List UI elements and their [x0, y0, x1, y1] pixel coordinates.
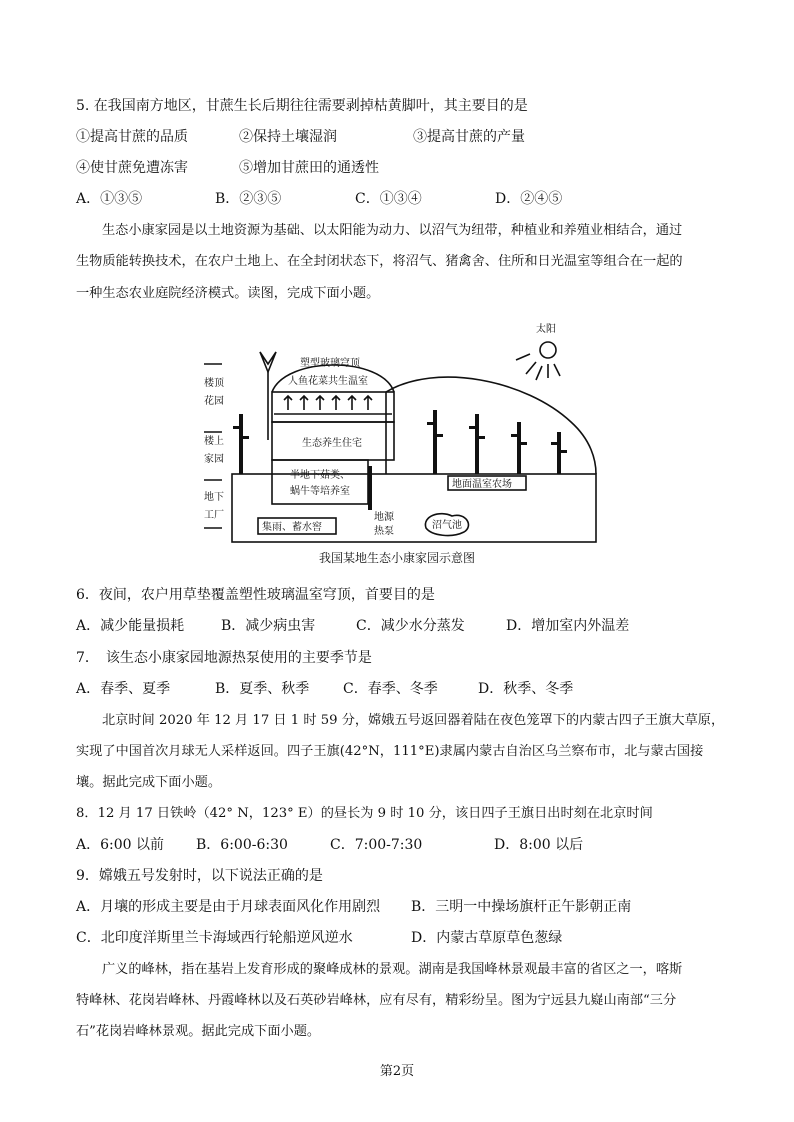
q5-item-2: ②保持土壤湿润: [239, 129, 337, 145]
q6-stem: 6．夜间，农户用草垫覆盖塑性玻璃温室穹顶，首要目的是: [76, 587, 435, 603]
intro3-line-1: 广义的峰林，指在基岩上发育形成的聚峰成林的景观。湖南是我国峰林景观最丰富的省区之一，喀斯: [102, 962, 683, 977]
q5-item-1: ①提高甘蔗的品质: [76, 129, 188, 145]
intro1-line-2: 生物质能转换技术，在农户土地上、在全封闭状态下，将沼气、猪禽舍、住所和日光温室等组合在一起的: [76, 254, 683, 269]
q7-option-c: C．春季、冬季: [343, 681, 438, 697]
q6-option-d: D．增加室内外温差: [506, 618, 630, 634]
q9-option-a: A．月壤的形成主要是由于月球表面风化作用剧烈: [76, 899, 381, 915]
label-dome: 塑型玻璃穹顶: [300, 358, 360, 369]
q8-option-d: D．8:00 以后: [494, 837, 584, 853]
label-roof-garden-2: 花园: [204, 396, 224, 407]
intro2-line-2: 实现了中国首次月球无人采样返回。四子王旗(42°N，111°E)隶属内蒙古自治区乌兰察布市，北与蒙古国接: [76, 744, 704, 759]
label-heat-pump-1: 地源: [374, 512, 394, 523]
q5-option-a: A．①③⑤: [76, 191, 143, 207]
q5-item-4: ④使甘蔗免遭冻害: [76, 160, 188, 176]
q8-option-a: A．6:00 以前: [76, 837, 164, 853]
q9-option-c: C．北印度洋斯里兰卡海域西行轮船逆风逆水: [76, 930, 353, 946]
label-yard-2: 家园: [204, 454, 224, 465]
q9-option-b: B．三明一中操场旗杆正午影朝正南: [411, 899, 632, 915]
q9-option-d: D．内蒙古草原草色葱绿: [411, 930, 563, 946]
label-underground-2: 工厂: [204, 510, 224, 521]
intro2-line-3: 壤。据此完成下面小题。: [76, 775, 222, 790]
label-ug-farm: 地面温室农场: [452, 479, 512, 490]
intro2-line-1: 北京时间 2020 年 12 月 17 日 1 时 59 分，嫦娥五号返回器着陆在夜色笼罩下的内蒙古四子王旗大草原，: [102, 713, 725, 728]
label-biogas: 沼气池: [432, 520, 462, 531]
q7-option-d: D．秋季、冬季: [478, 681, 574, 697]
intro3-line-3: 石”花岗岩峰林景观。据此完成下面小题。: [76, 1024, 321, 1039]
label-semi-basement-1: 半地下菇类、: [290, 470, 350, 481]
q6-option-c: C．减少水分蒸发: [356, 618, 465, 634]
q5-item-5: ⑤增加甘蔗田的通透性: [239, 160, 379, 176]
intro1-line-3: 一种生态农业庭院经济模式。读图，完成下面小题。: [76, 286, 380, 301]
eco-home-diagram: [196, 322, 598, 570]
intro3-line-2: 特峰林、花岗岩峰林、丹霞峰林以及石英砂岩峰林，应有尽有，精彩纷呈。图为宁远县九嶷山南部“三分: [76, 993, 677, 1008]
label-residence: 生态养生住宅: [302, 438, 362, 449]
q5-stem: 5. 在我国南方地区，甘蔗生长后期往往需要剥掉枯黄脚叶，其主要目的是: [76, 98, 528, 114]
figure-caption: 我国某地生态小康家园示意图: [318, 551, 476, 565]
q7-stem: 7． 该生态小康家园地源热泵使用的主要季节是: [76, 650, 372, 666]
q6-option-a: A．减少能量损耗: [76, 618, 185, 634]
label-roof-garden-1: 楼顶: [204, 378, 224, 389]
label-yard-1: 楼上: [204, 436, 224, 447]
label-heat-pump-2: 热泵: [374, 526, 394, 537]
label-underground-1: 地下: [204, 492, 224, 503]
q7-option-a: A．春季、夏季: [76, 681, 171, 697]
label-semi-basement-2: 蜗牛等培养室: [290, 486, 350, 497]
label-greenhouse: 人鱼花菜共生温室: [288, 376, 368, 387]
label-sun: 太阳: [536, 324, 556, 335]
q8-option-c: C．7:00-7:30: [330, 837, 423, 853]
q6-option-b: B．减少病虫害: [221, 618, 316, 634]
q8-option-b: B．6:00-6:30: [196, 837, 288, 853]
q8-stem: 8．12 月 17 日铁岭（42° N，123° E）的昼长为 9 时 10 分，该日四子王旗日出时刻在北京时间: [76, 806, 653, 821]
q9-stem: 9．嫦娥五号发射时，以下说法正确的是: [76, 868, 323, 884]
q5-option-b: B．②③⑤: [215, 191, 282, 207]
page-number: 第2页: [379, 1064, 415, 1079]
q7-option-b: B．夏季、秋季: [215, 681, 310, 697]
q5-option-c: C．①③④: [355, 191, 422, 207]
q5-option-d: D．②④⑤: [495, 191, 563, 207]
q5-item-3: ③提高甘蔗的产量: [413, 129, 525, 145]
label-rain-tank: 集雨、蓄水窖: [262, 522, 322, 533]
intro1-line-1: 生态小康家园是以土地资源为基础、以太阳能为动力、以沼气为纽带，种植业和养殖业相结合，通过: [102, 223, 683, 238]
